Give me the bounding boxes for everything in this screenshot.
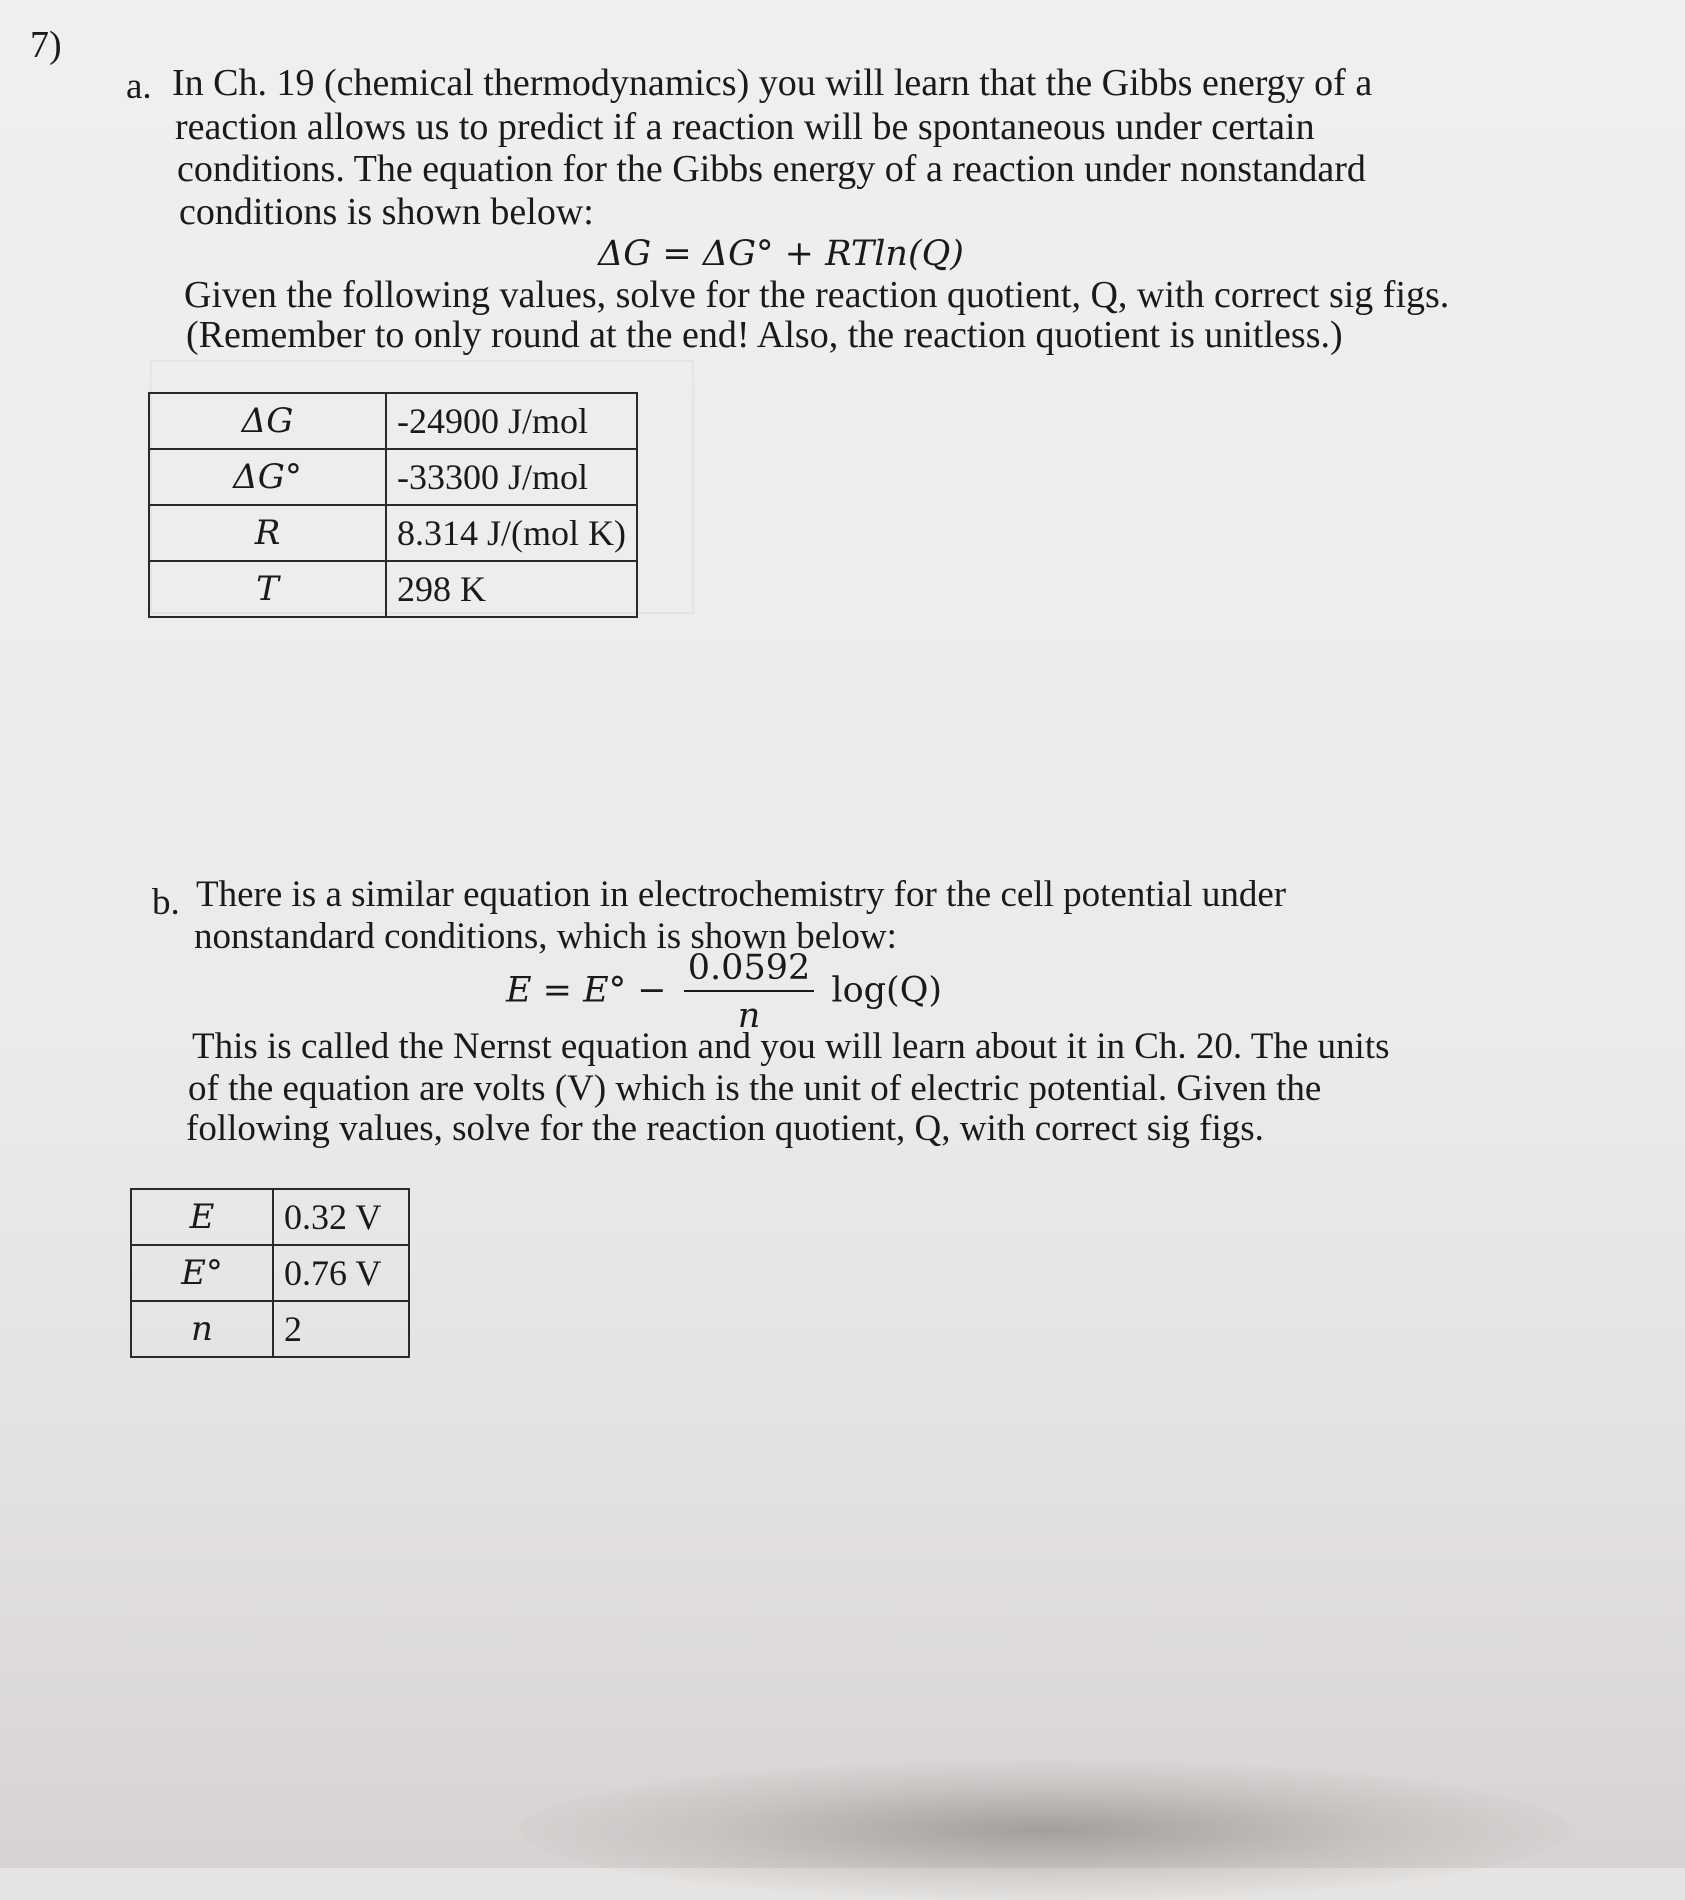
bottom-shadow [520,1760,1570,1900]
part-b-after-line-2: of the equation are volts (V) which is the unit of electric potential. Given the [188,1068,1322,1109]
value-cell: 0.76 V [273,1245,409,1301]
part-a-line-2: reaction allows us to predict if a reaction will be spontaneous under certain [175,106,1315,148]
nernst-fraction [684,948,814,1036]
value-cell: 8.314 J/(mol K) [386,505,637,561]
part-b-label: b. [152,882,180,923]
nernst-lhs: E = E° − [506,970,667,1011]
value-cell: 0.32 V [273,1189,409,1245]
part-a-instruction-2: (Remember to only round at the end! Also, the reaction quotient is unitless.) [186,314,1343,356]
table-row [131,1301,409,1357]
part-a-line-1: In Ch. 19 (chemical thermodynamics) you will learn that the Gibbs energy of a [172,62,1373,104]
part-a-label: a. [126,66,152,107]
part-b-after-line-1: This is called the Nernst equation and you will learn about it in Ch. 20. The units [192,1026,1390,1067]
symbol-cell: R [149,505,386,561]
part-a-line-3: conditions. The equation for the Gibbs energy of a reaction under nonstandard [177,148,1366,190]
symbol-cell: E [131,1189,273,1245]
table-row [149,393,637,449]
problem-number: 7) [30,24,62,66]
nernst-numerator: 0.0592 [684,948,814,992]
symbol-cell: T [149,561,386,617]
symbol-cell: ΔG [149,393,386,449]
part-b-line-1: There is a similar equation in electrochemistry for the cell potential under [196,874,1287,915]
symbol-cell: n [131,1301,273,1357]
part-a-line-4: conditions is shown below: [179,191,594,233]
table-row [131,1245,409,1301]
nernst-rhs: log(Q) [831,970,943,1011]
part-a-instruction-1: Given the following values, solve for the reaction quotient, Q, with correct sig figs. [184,274,1450,316]
value-cell: -33300 J/mol [386,449,637,505]
table-row [131,1189,409,1245]
table-row [149,561,637,617]
symbol-cell: ΔG° [149,449,386,505]
nernst-values-table [130,1188,410,1358]
part-b-after-line-3: following values, solve for the reaction quotient, Q, with correct sig figs. [186,1108,1264,1149]
nernst-denominator: n [737,996,761,1036]
value-cell: 2 [273,1301,409,1357]
gibbs-values-table [148,392,638,618]
value-cell: -24900 J/mol [386,393,637,449]
table-row [149,505,637,561]
table-row [149,449,637,505]
part-b-line-2: nonstandard conditions, which is shown below: [194,916,897,957]
nernst-equation [506,948,942,1036]
symbol-cell: E° [131,1245,273,1301]
gibbs-equation: ΔG = ΔG° + RTln(Q) [598,234,964,274]
value-cell: 298 K [386,561,637,617]
